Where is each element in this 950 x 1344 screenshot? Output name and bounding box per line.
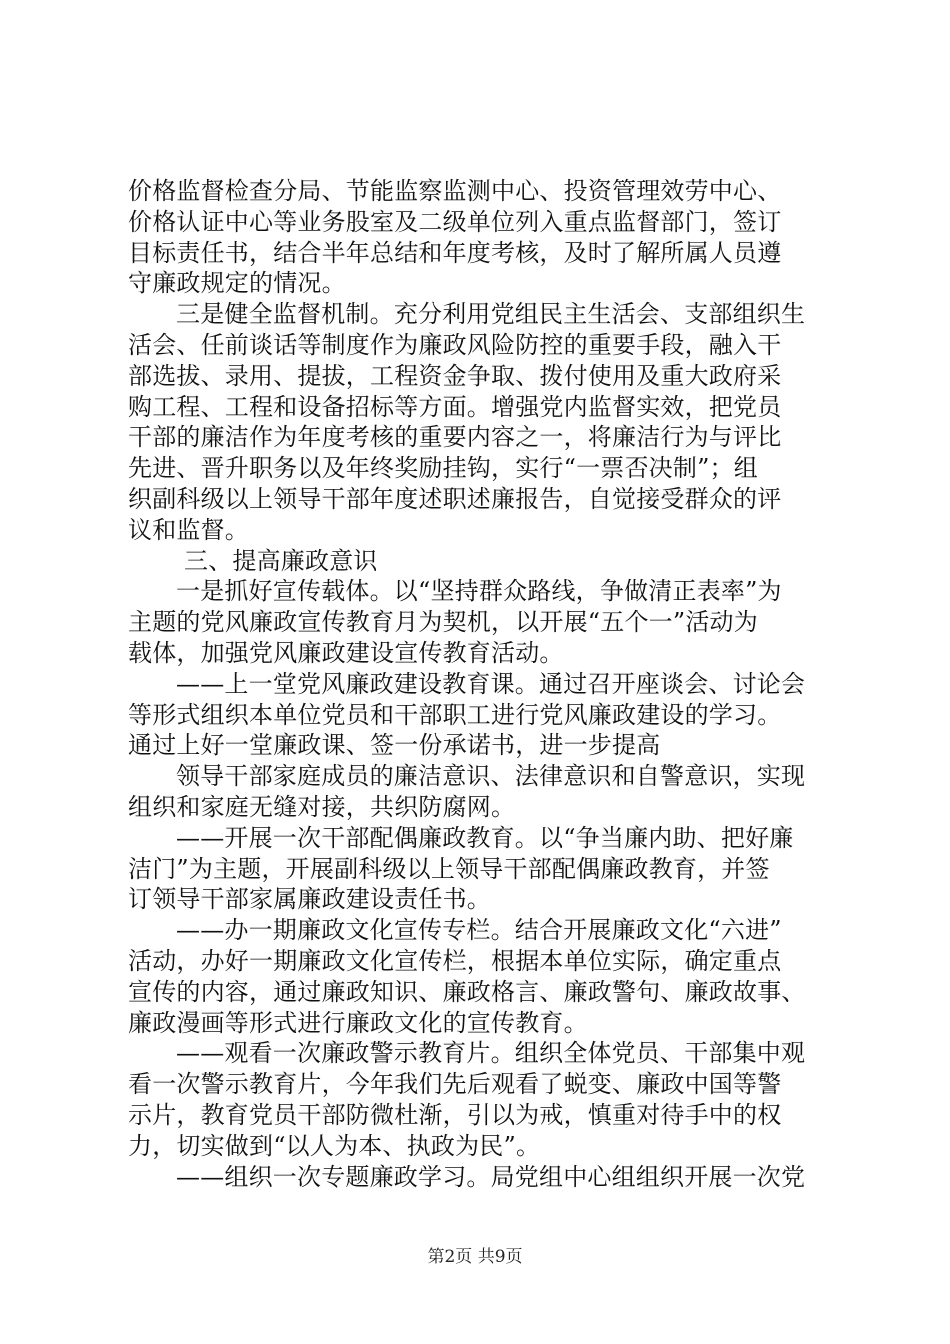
text-line: 宣传的内容，通过廉政知识、廉政格言、廉政警句、廉政故事、 — [128, 977, 806, 1006]
text-line: 看一次警示教育片，今年我们先后观看了蜕变、廉政中国等警 — [128, 1070, 782, 1099]
text-line: 主题的党风廉政宣传教育月为契机，以开展“五个一”活动为 — [128, 608, 758, 637]
text-line: 订领导干部家属廉政建设责任书。 — [128, 885, 491, 914]
text-line: 购工程、工程和设备招标等方面。增强党内监督实效，把党员 — [128, 392, 782, 421]
text-line: 洁门”为主题，开展副科级以上领导干部配偶廉政教育，并签 — [128, 854, 770, 883]
text-line: 载体，加强党风廉政建设宣传教育活动。 — [128, 638, 564, 667]
paragraph-start-line: 领导干部家庭成员的廉洁意识、法律意识和自警意识，实现 — [176, 762, 806, 791]
page-number-footer: 第2页 共9页 — [427, 1247, 523, 1267]
section-heading: 三、提高廉政意识 — [184, 546, 378, 575]
paragraph-start-line: ——上一堂党风廉政建设教育课。通过召开座谈会、讨论会 — [176, 669, 806, 698]
text-line: 先进、晋升职务以及年终奖励挂钩，实行“一票否决制”；组 — [128, 454, 758, 483]
text-line: 干部的廉洁作为年度考核的重要内容之一，将廉洁行为与评比 — [128, 423, 782, 452]
text-line: 守廉政规定的情况。 — [128, 269, 346, 298]
paragraph-start-line: ——办一期廉政文化宣传专栏。结合开展廉政文化“六进” — [176, 916, 782, 945]
paragraph-start-line: 三是健全监督机制。充分利用党组民主生活会、支部组织生 — [176, 300, 806, 329]
text-line: 等形式组织本单位党员和干部职工进行党风廉政建设的学习。 — [128, 700, 782, 729]
paragraph-start-line: ——组织一次专题廉政学习。局党组中心组组织开展一次党 — [176, 1162, 806, 1191]
text-line: 通过上好一堂廉政课、签一份承诺书，进一步提高 — [128, 731, 661, 760]
text-line: 部选拔、录用、提拔，工程资金争取、拨付使用及重大政府采 — [128, 361, 782, 390]
text-line: 议和监督。 — [128, 515, 249, 544]
text-line: 价格认证中心等业务股室及二级单位列入重点监督部门，签订 — [128, 207, 782, 236]
text-line: 活动，办好一期廉政文化宣传栏，根据本单位实际，确定重点 — [128, 946, 782, 975]
text-line: 组织和家庭无缝对接，共织防腐网。 — [128, 792, 516, 821]
paragraph-start-line: ——开展一次干部配偶廉政教育。以“争当廉内助、把好廉 — [176, 823, 794, 852]
text-line: 廉政漫画等形式进行廉政文化的宣传教育。 — [128, 1008, 588, 1037]
text-line: 示片，教育党员干部防微杜渐，引以为戒，慎重对待手中的权 — [128, 1100, 782, 1129]
text-line: 织副科级以上领导干部年度述职述廉报告，自觉接受群众的评 — [128, 484, 782, 513]
text-line: 活会、任前谈话等制度作为廉政风险防控的重要手段，融入干 — [128, 330, 782, 359]
text-line: 目标责任书，结合半年总结和年度考核，及时了解所属人员遵 — [128, 238, 782, 267]
paragraph-start-line: ——观看一次廉政警示教育片。组织全体党员、干部集中观 — [176, 1039, 806, 1068]
text-line: 力，切实做到“以人为本、执政为民”。 — [128, 1131, 541, 1160]
text-line: 价格监督检查分局、节能监察监测中心、投资管理效劳中心、 — [128, 177, 782, 205]
document-body — [128, 176, 840, 1192]
paragraph-start-line: 一是抓好宣传载体。以“坚持群众路线，争做清正表率”为 — [176, 577, 782, 606]
